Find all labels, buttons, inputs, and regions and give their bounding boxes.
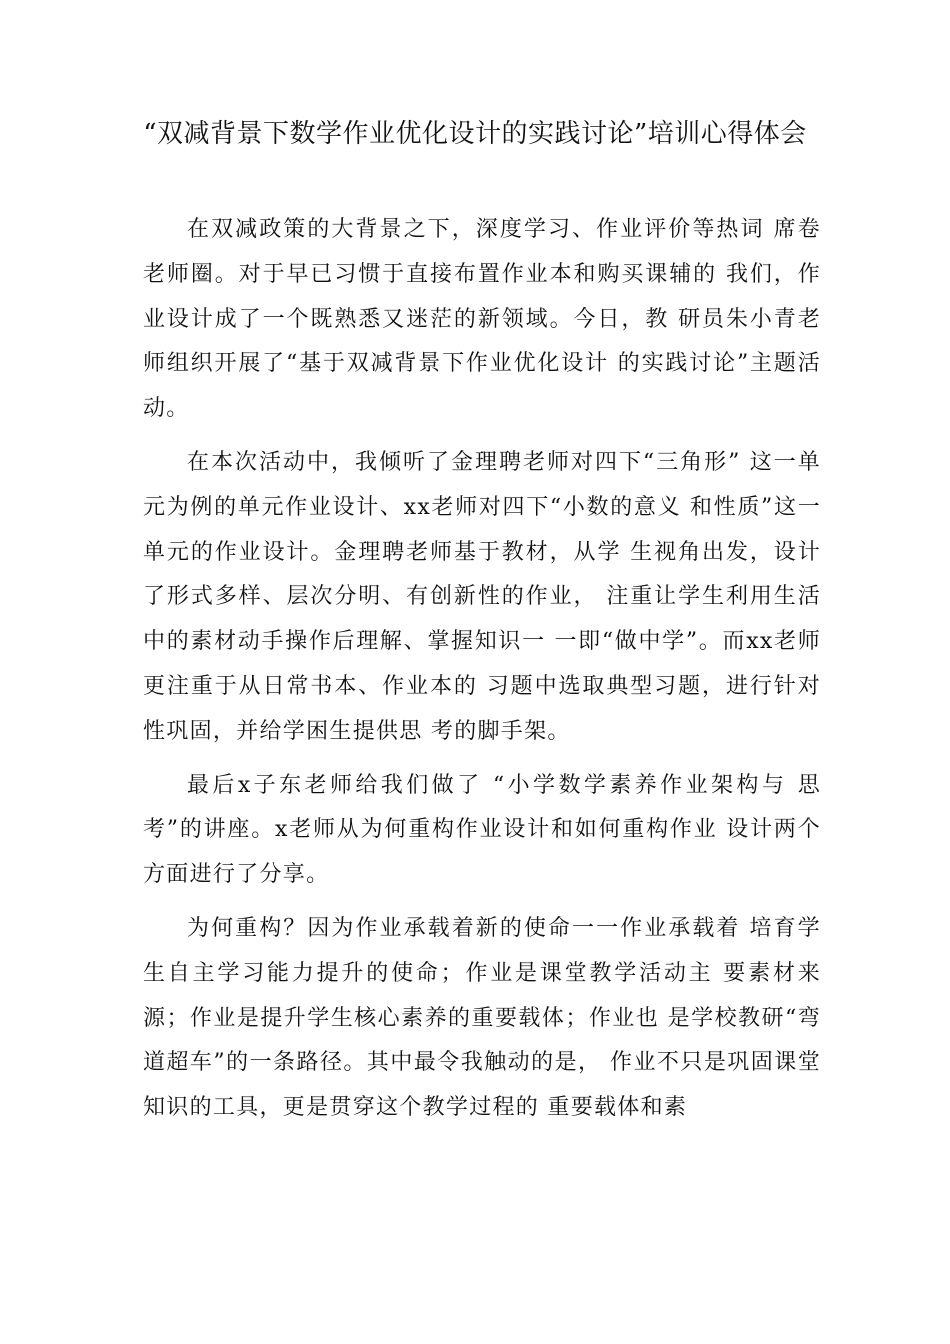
- document-body: [143, 208, 821, 1140]
- paragraph-3: 最后x子东老师给我们做了 “小学数学素养作业架构与 思考”的讲座。x老师从为何重构作业设计和如何重构作业 设计两个方面进行了分享。: [143, 772, 821, 888]
- paragraph-2: 在本次活动中，我倾听了金理聘老师对四下“三角形” 这一单元为例的单元作业设计、xx老师对四下“小数的意义 和性质”这一单元的作业设计。金理聘老师基于教材，从学 生视角出发，设计了形式多样、层次分明、有创新性的作业， 注重让学生利用生活中的素材动手操作后理解、掌握知识一 一即“做中学”。而xx老师更注重于从日常书本、作业本的 习题中选取典型习题，进行针对性巩固，并给学困生提供思 考的脚手架。: [143, 449, 821, 744]
- paragraph-4: 为何重构？因为作业承载着新的使命一一作业承载着 培育学生自主学习能力提升的使命；作业是课堂教学活动主 要素材来源；作业是提升学生核心素养的重要载体；作业也 是学校教研“弯道超车”的一条路径。其中最令我触动的是， 作业不只是巩固课堂知识的工具，更是贯穿这个教学过程的 重要载体和素: [143, 915, 821, 1121]
- document-title: “双减背景下数学作业优化设计的实践讨论”培训心得体会: [143, 119, 807, 149]
- paragraph-1: 在双减政策的大背景之下，深度学习、作业评价等热词 席卷老师圈。对于早已习惯于直接布置作业本和购买课辅的 我们，作业设计成了一个既熟悉又迷茫的新领域。今日，教 研员朱小青老师组织开展了“基于双减背景下作业优化设计 的实践讨论”主题活动。: [143, 217, 821, 422]
